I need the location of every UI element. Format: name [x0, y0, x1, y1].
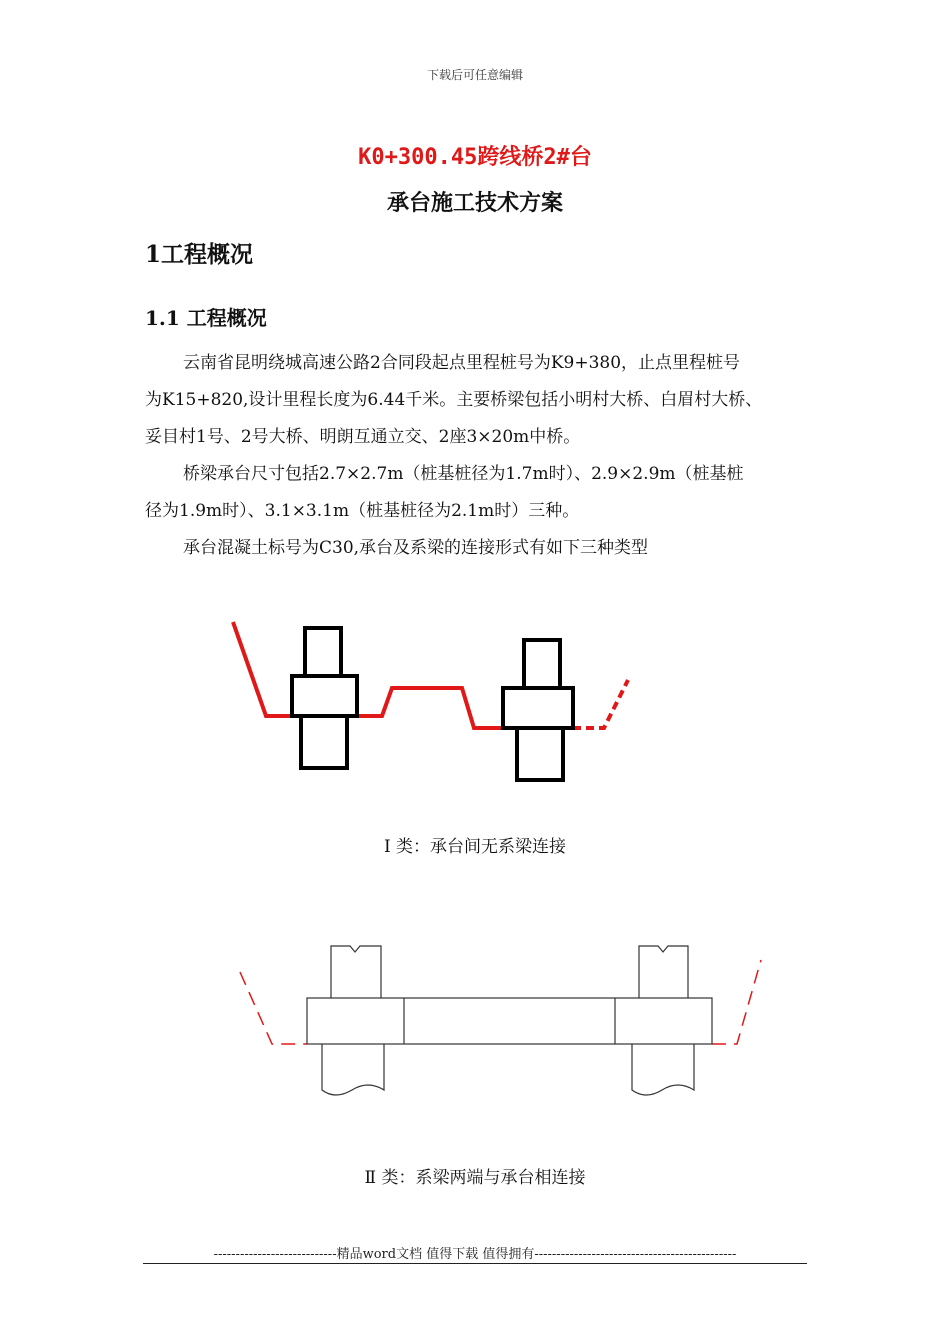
paragraph-line: 桥梁承台尺寸包括2.7×2.7m（桩基桩径为1.7m时）、2.9×2.9m（桩基桩	[183, 464, 744, 484]
footer-divider	[143, 1263, 807, 1264]
figure-1-caption: Ⅰ 类：承台间无系梁连接	[383, 837, 567, 857]
excavation-outline	[240, 960, 761, 1044]
paragraph-line: 承台混凝土标号为C30,承台及系梁的连接形式有如下三种类型	[183, 538, 649, 558]
section-heading-1-1: 1.1 工程概况	[145, 306, 267, 330]
header-note: 下载后可任意编辑	[426, 68, 523, 82]
figure-2-caption: Ⅱ 类：系梁两端与承台相连接	[364, 1168, 586, 1188]
footer-text: ----------------------------精品word文档 值得下载 值得拥有----------------------------------------------	[213, 1247, 737, 1262]
paragraph-line: 径为1.9m时）、3.1×3.1m（桩基桩径为2.1m时）三种。	[145, 501, 580, 521]
paragraph-line: 云南省昆明绕城高速公路2合同段起点里程桩号为K9+380，止点里程桩号	[183, 353, 741, 373]
document-title: K0+300.45跨线桥2#台	[358, 145, 592, 170]
pile-cap-with-tie-beam	[307, 946, 712, 1095]
paragraph-line: 为K15+820,设计里程长度为6.44千米。主要桥梁包括小明村大桥、白眉村大桥、	[145, 390, 763, 410]
document-subtitle: 承台施工技术方案	[386, 190, 563, 216]
paragraph-line: 妥目村1号、2号大桥、明朗互通立交、2座3×20m中桥。	[145, 427, 581, 447]
section-heading-1: 1工程概况	[145, 241, 254, 268]
